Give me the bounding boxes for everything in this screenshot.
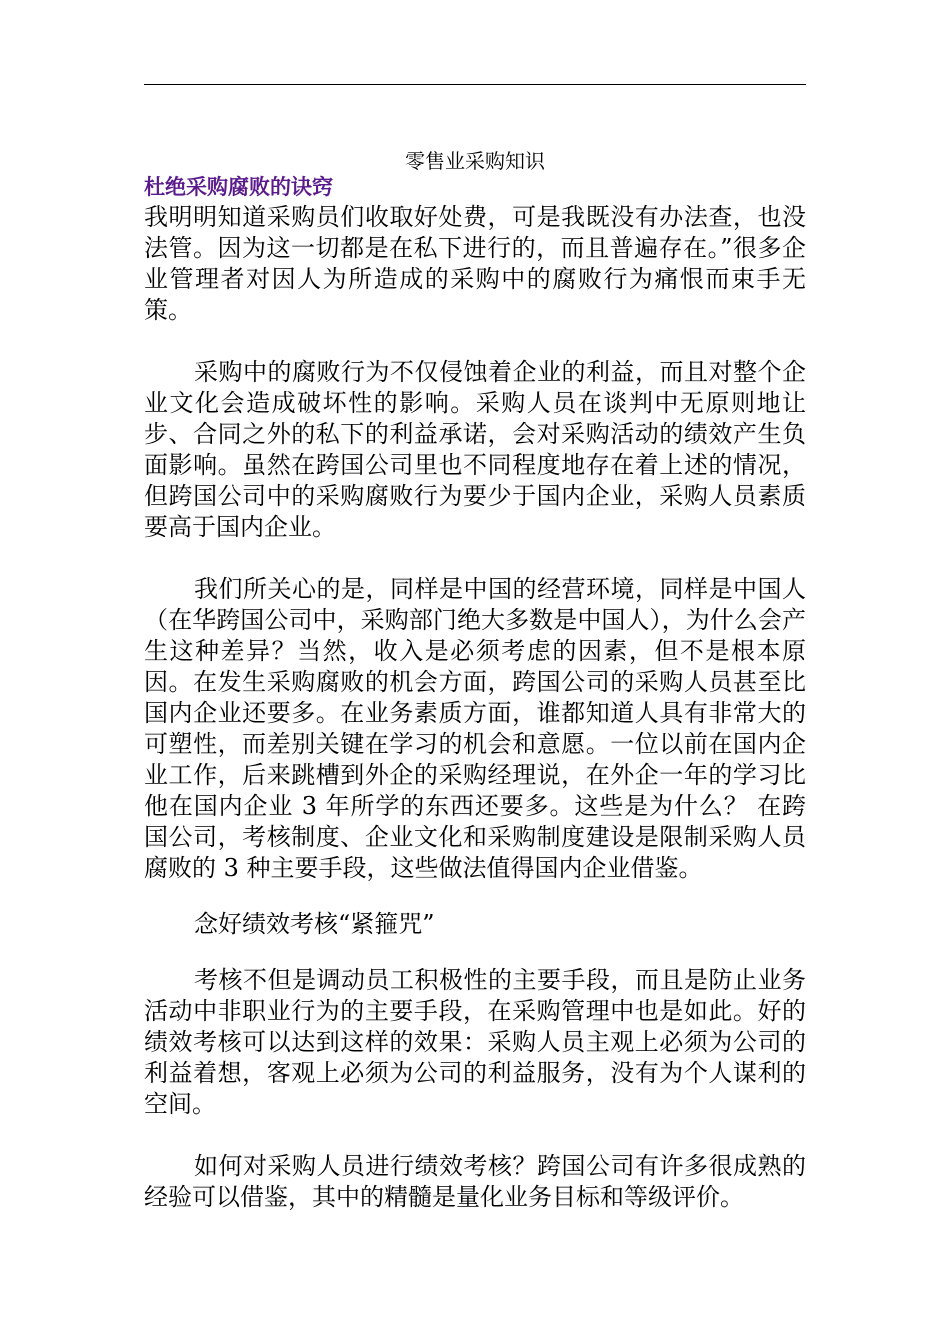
subheading-paragraph: 念好绩效考核“紧箍咒” bbox=[194, 910, 435, 938]
body-text bbox=[144, 202, 806, 1213]
paragraph-4: 考核不但是调动员工积极性的主要手段，而且是防止业务活动中非职业行为的主要手段，在采购管理中也是如此。好的绩效考核可以达到这样的效果：采购人员主观上必须为公司的利益着想，客观上必须为公司的利益服务，没有为个人谋利的空间。 bbox=[144, 966, 806, 1118]
paragraph-2: 采购中的腐败行为不仅侵蚀着企业的利益，而且对整个企业文化会造成破坏性的影响。采购人员在谈判中无原则地让步、合同之外的私下的利益承诺，会对采购活动的绩效产生负面影响。虽然在跨国公司里也不同程度地存在着上述的情况，但跨国公司中的采购腐败行为要少于国内企业，采购人员素质要高于国内企业。 bbox=[144, 358, 806, 541]
section-heading: 杜绝采购腐败的诀窍 bbox=[144, 175, 333, 199]
document-title: 零售业采购知识 bbox=[405, 149, 545, 173]
paragraph-gap bbox=[144, 940, 806, 965]
paragraph-gap bbox=[144, 1120, 806, 1151]
paragraph-5: 如何对采购人员进行绩效考核？跨国公司有许多很成熟的经验可以借鉴，其中的精髓是量化业务目标和等级评价。 bbox=[144, 1152, 806, 1211]
paragraph-gap bbox=[144, 543, 806, 574]
header-rule bbox=[144, 84, 806, 85]
paragraph-1: 我明明知道采购员们收取好处费，可是我既没有办法查，也没法管。因为这一切都是在私下进行的，而且普遍存在。”很多企业管理者对因人为所造成的采购中的腐败行为痛恨而束手无策。 bbox=[144, 203, 806, 324]
paragraph-3: 我们所关心的是，同样是中国的经营环境，同样是中国人（在华跨国公司中，采购部门绝大多数是中国人），为什么会产生这种差异？当然，收入是必须考虑的因素，但不是根本原因。在发生采购腐败的机会方面，跨国公司的采购人员甚至比国内企业还要多。在业务素质方面，谁都知道人具有非常大的可塑性，而差别关键在学习的机会和意愿。一位以前在国内企业工作，后来跳槽到外企的采购经理说，在外企一年的学习比他在国内企业 3 年所学的东西还要多。这些是为什么？ 在跨国公司，考核制度、企业文化和采购制度建设是限制采购人员腐败的 3 种主要手段，这些做法值得国内企业借鉴。 bbox=[144, 575, 806, 882]
paragraph-gap bbox=[144, 326, 806, 357]
document-page bbox=[144, 0, 806, 1344]
paragraph-gap bbox=[144, 884, 806, 909]
